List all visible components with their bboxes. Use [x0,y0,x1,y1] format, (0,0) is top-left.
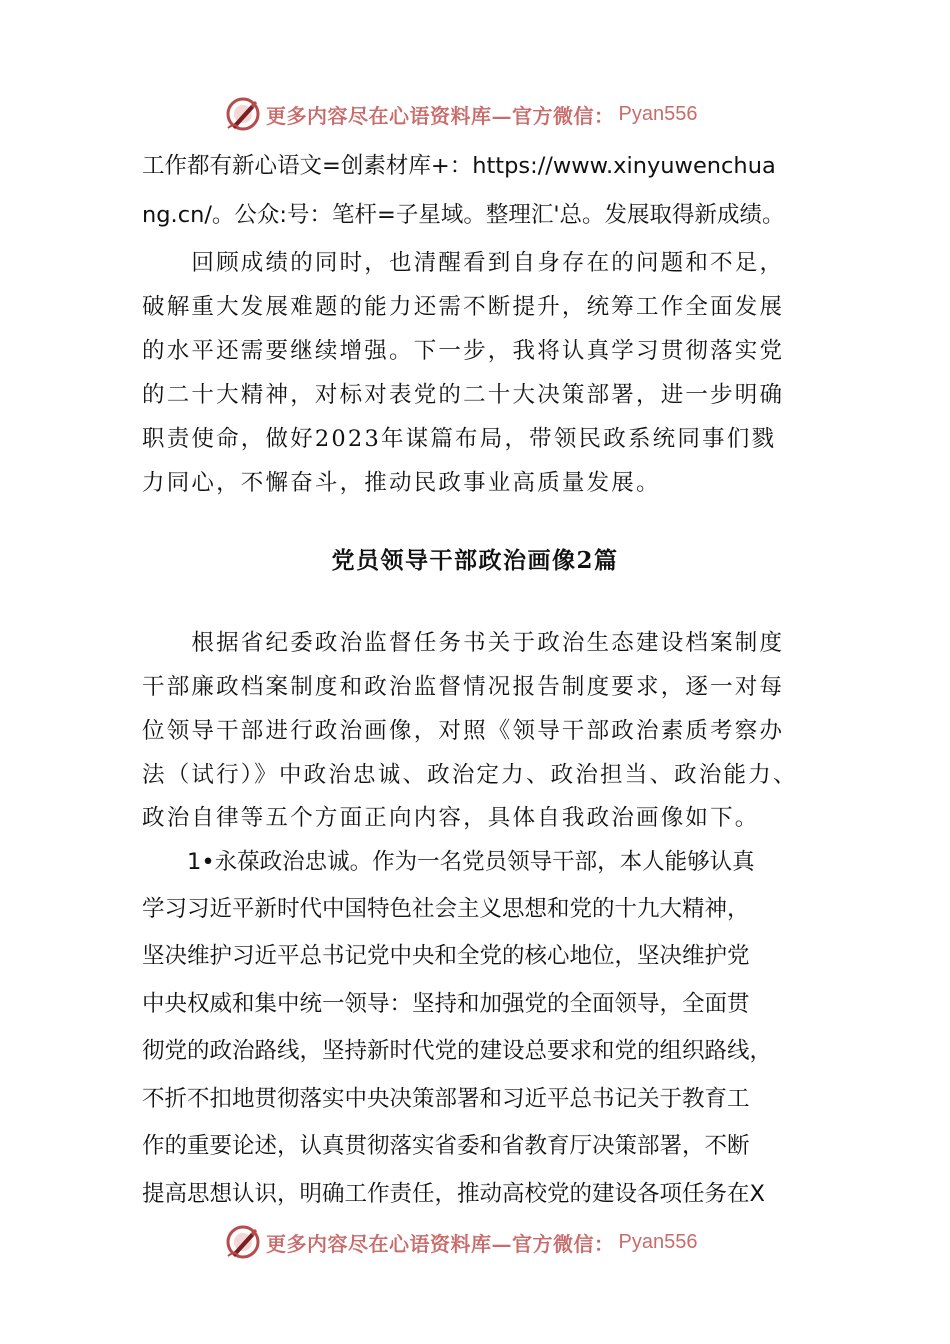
watermark-wechat-id: Pyan556 [618,1230,698,1253]
paragraph2-line-3: 位领导干部进行政治画像，对照《领导干部政治素质考察办 [142,718,785,744]
watermark-wechat-id: Pyan556 [618,102,698,125]
paragraph3-line-8: 提高思想认识，明确工作责任，推动高校党的建设各项任务在X [142,1181,765,1207]
paragraph2-line-2: 干部廉政档案制度和政治监督情况报告制度要求，逐一对每 [142,674,785,700]
paragraph3-line-6: 不折不扣地贯彻落实中央决策部署和习近平总书记关于教育工 [142,1086,750,1112]
paragraph3-line-1: 1•永葆政治忠诚。作为一名党员领导干部，本人能够认真 [142,849,755,875]
paragraph2-line-1: 根据省纪委政治监督任务书关于政治生态建设档案制度 [142,630,785,656]
paragraph3-line-4: 中央权威和集中统一领导：坚持和加强党的全面领导，全面贯 [142,991,750,1017]
paragraph1-line-2: 破解重大发展难题的能力还需不断提升，统筹工作全面发展 [142,294,785,320]
section-heading: 党员领导干部政治画像2篇 [331,547,619,574]
header-watermark [224,94,744,134]
paragraph2-line-4: 法（试行）》中政治忠诚、政治定力、政治担当、政治能力、 [142,762,798,788]
pen-logo-icon [224,95,262,133]
intro-line-2: ng.cn/。公众:号：笔杆=子星域。整理汇'总。发展取得新成绩。 [142,202,785,228]
paragraph1-line-3: 的水平还需要继续增强。下一步，我将认真学习贯彻落实党 [142,338,785,364]
paragraph1-line-5: 职责使命，做好2023年谋篇布局，带领民政系统同事们戮 [142,426,777,452]
footer-watermark [224,1222,744,1262]
watermark-text: 更多内容尽在心语资料库—官方微信： [266,1231,615,1256]
intro-line-1: 工作都有新心语文=创素材库+：https://www.xinyuwenchua [142,153,776,179]
paragraph3-line-2: 学习习近平新时代中国特色社会主义思想和党的十九大精神， [142,896,750,922]
paragraph1-line-4: 的二十大精神，对标对表党的二十大决策部署，进一步明确 [142,382,785,408]
paragraph1-line-6: 力同心，不懈奋斗，推动民政事业高质量发展。 [142,470,661,496]
paragraph3-line-7: 作的重要论述，认真贯彻落实省委和省教育厅决策部署，不断 [142,1133,750,1159]
paragraph2-line-5: 政治自律等五个方面正向内容，具体自我政治画像如下。 [142,805,760,831]
paragraph3-line-3: 坚决维护习近平总书记党中央和全党的核心地位，坚决维护党 [142,943,750,969]
watermark-text: 更多内容尽在心语资料库—官方微信： [266,103,615,128]
paragraph1-line-1: 回顾成绩的同时，也清醒看到自身存在的问题和不足， [142,250,785,276]
paragraph3-line-5: 彻党的政治路线，坚持新时代党的建设总要求和党的组织路线， [142,1038,773,1064]
pen-logo-icon [224,1223,262,1261]
